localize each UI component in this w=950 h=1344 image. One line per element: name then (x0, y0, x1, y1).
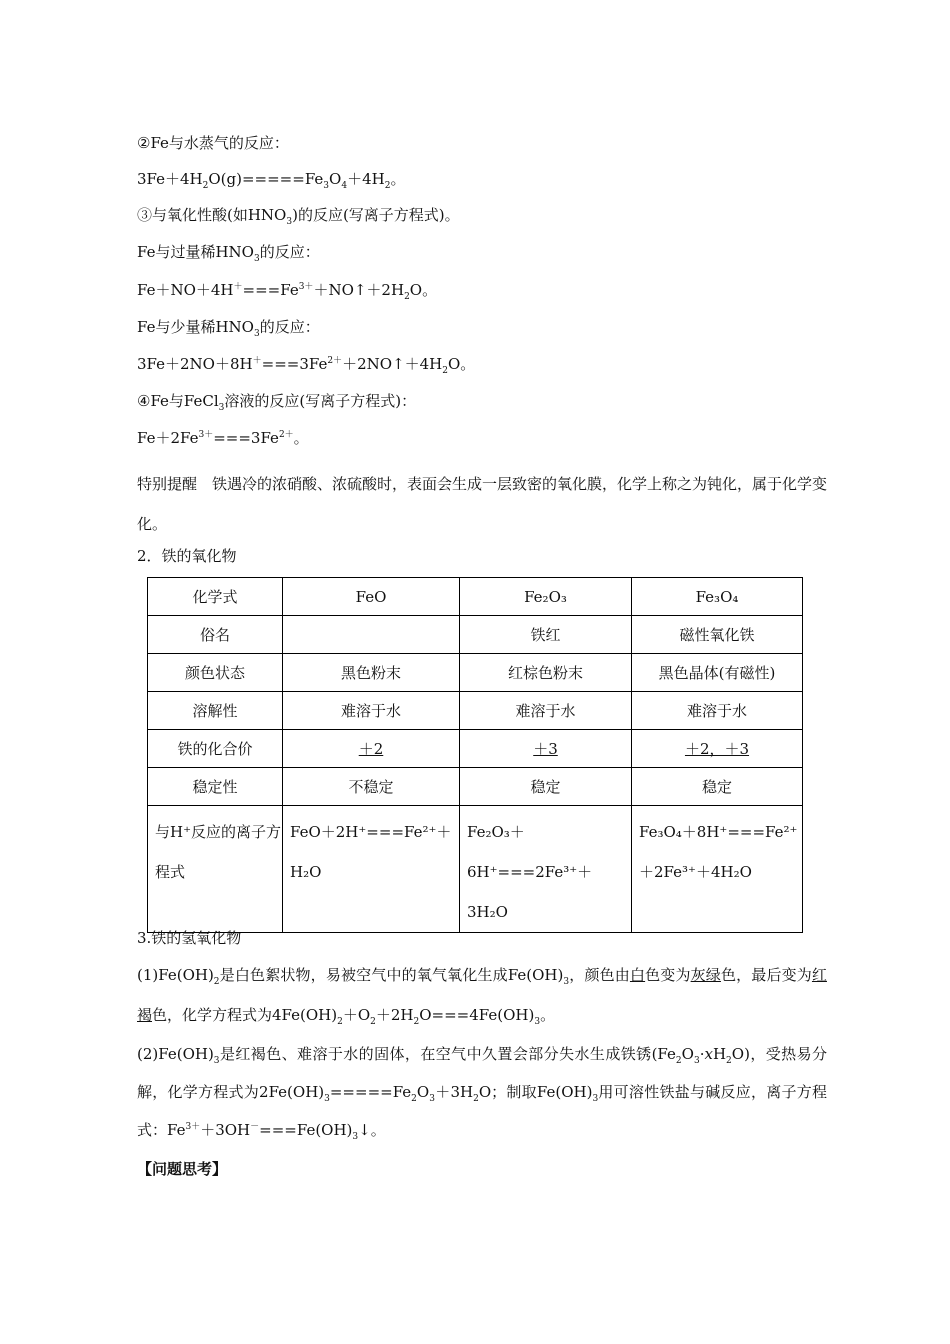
equation-fecl3: $Fe+2Fe^{3+}===3Fe^{2+}$。 (137, 429, 309, 447)
section2-title: 2．铁的氧化物 (137, 547, 237, 565)
table-cell: 红棕色粉末 (460, 654, 632, 692)
iron-oxides-table (147, 577, 803, 933)
special-tip: 特别提醒 铁遇冷的浓硝酸、浓硫酸时，表面会生成一层致密的氧化膜，化学上称之为钝化，属于化学变化。 (137, 475, 828, 533)
table-cell: FeO＋2H⁺===Fe²⁺＋H₂O (283, 806, 460, 933)
table-cell: 稳定 (460, 768, 632, 806)
valence-answer: ＋3 (533, 740, 558, 758)
table-cell: 与H⁺反应的离子方程式 (148, 806, 283, 933)
table-cell: Fe₂O₃＋6H⁺===2Fe³⁺＋3H₂O (460, 806, 632, 933)
table-row (148, 616, 803, 654)
table-cell: 俗名 (148, 616, 283, 654)
table-cell: 颜色状态 (148, 654, 283, 692)
table-cell (632, 730, 803, 768)
table-row (148, 692, 803, 730)
heading-excess-hno3: Fe与过量稀$HNO_3$的反应： (137, 243, 320, 264)
table-header-row (148, 578, 803, 616)
table-cell: 黑色晶体(有磁性) (632, 654, 803, 692)
heading-oxidizing-acid: ③与氧化性酸(如$HNO_3$)的反应(写离子方程式)。 (137, 206, 460, 227)
equation-fe-steam: $3Fe+4H_2O(g)=====Fe_3O_4+4H_2$。 (137, 170, 406, 191)
question-heading: 【问题思考】 (137, 1160, 228, 1178)
table-row (148, 806, 803, 933)
table-cell (460, 730, 632, 768)
table-row (148, 730, 803, 768)
equation-excess-hno3: $Fe+NO+4H^+===Fe^{3+}+NO↑+2H_2O$。 (137, 281, 438, 302)
table-cell: FeO (283, 578, 460, 616)
table-cell: 难溶于水 (460, 692, 632, 730)
table-cell: 稳定性 (148, 768, 283, 806)
table-cell: 磁性氧化铁 (632, 616, 803, 654)
equation-less-hno3: $3Fe+2NO+8H^+===3Fe^{2+}+2NO↑+4H_2O$。 (137, 355, 476, 376)
table-cell: 难溶于水 (632, 692, 803, 730)
table-cell: 溶解性 (148, 692, 283, 730)
section3-title: 3.铁的氢氧化物 (137, 929, 242, 947)
table-cell: Fe₃O₄ (632, 578, 803, 616)
table-cell: Fe₃O₄＋8H⁺===Fe²⁺＋2Fe³⁺＋4H₂O (632, 806, 803, 933)
table-cell (283, 616, 460, 654)
table-cell (283, 730, 460, 768)
table-cell: 不稳定 (283, 768, 460, 806)
valence-answer: ＋2 (358, 740, 384, 758)
paragraph-fe-oh-2: $(1)Fe(OH)_2$是白色絮状物，易被空气中的氧气氧化生成$Fe(OH)_3$，颜色由白色变为灰绿色，最后变为红褐色，化学方程式为$4Fe(OH)_2+O_2+2H_2O===4Fe(OH)_3$。 (137, 966, 827, 1027)
table-cell: 铁的化合价 (148, 730, 283, 768)
heading-fe-steam: ②Fe与水蒸气的反应： (137, 134, 289, 152)
table-row (148, 768, 803, 806)
table-cell: Fe₂O₃ (460, 578, 632, 616)
table-cell: 化学式 (148, 578, 283, 616)
table-cell: 铁红 (460, 616, 632, 654)
heading-less-hno3: Fe与少量稀$HNO_3$的反应： (137, 318, 320, 339)
paragraph-fe-oh-3: $(2)Fe(OH)_3$是红褐色、难溶于水的固体，在空气中久置会部分失水生成铁锈$(Fe_2O_3\cdot xH_2O)$，受热易分解，化学方程式为$2Fe(OH)_3=====Fe_2O_3+3H_2O$；制取$Fe(OH)_3$用可溶性铁盐与碱反应，离子方程式：$Fe^{3+}+3OH^-===Fe(OH)_3↓$。 (137, 1045, 827, 1142)
valence-answer: ＋2，＋3 (684, 740, 750, 758)
table-cell: 稳定 (632, 768, 803, 806)
table-cell: 难溶于水 (283, 692, 460, 730)
table-cell: 黑色粉末 (283, 654, 460, 692)
heading-fecl3: ④Fe与FeCl$_3$溶液的反应(写离子方程式)： (137, 392, 417, 413)
table-row (148, 654, 803, 692)
